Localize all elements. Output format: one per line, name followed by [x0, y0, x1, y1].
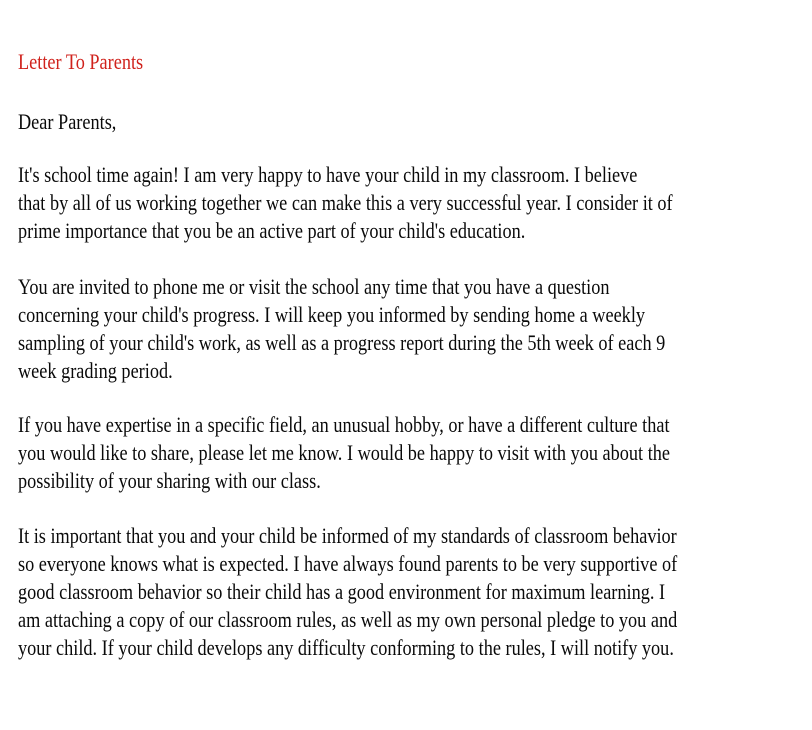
- paragraph-behavior: [18, 522, 812, 662]
- paragraph-line: You are invited to phone me or visit the school any time that you have a question: [18, 274, 610, 299]
- paragraph-line: sampling of your child's work, as well as a progress report during the 5th week of each 9: [18, 330, 666, 355]
- paragraph-line: possibility of your sharing with our class.: [18, 468, 321, 493]
- paragraph-line: your child. If your child develops any difficulty conforming to the rules, I will notify you.: [18, 635, 674, 660]
- paragraph-line: concerning your child's progress. I will keep you informed by sending home a weekly: [18, 302, 646, 327]
- paragraph-expertise: [18, 411, 804, 495]
- salutation: Dear Parents,: [18, 109, 117, 134]
- paragraph-line: you would like to share, please let me know. I would be happy to visit with you about the: [18, 440, 671, 465]
- paragraph-line: good classroom behavior so their child has a good environment for maximum learning. I: [18, 579, 666, 604]
- paragraph-line: so everyone knows what is expected. I have always found parents to be very supportive of: [18, 551, 678, 576]
- paragraph-line: week grading period.: [18, 358, 173, 383]
- letter-title: Letter To Parents: [18, 49, 144, 74]
- paragraph-welcome: [18, 161, 807, 245]
- paragraph-line: prime importance that you be an active part of your child's education.: [18, 218, 526, 243]
- paragraph-line: am attaching a copy of our classroom rules, as well as my own personal pledge to you and: [18, 607, 678, 632]
- paragraph-contact: [18, 273, 798, 385]
- paragraph-line: It's school time again! I am very happy to have your child in my classroom. I believe: [18, 162, 638, 187]
- paragraph-line: that by all of us working together we can make this a very successful year. I consider it of: [18, 190, 673, 215]
- paragraph-line: If you have expertise in a specific field, an unusual hobby, or have a different culture that: [18, 412, 670, 437]
- paragraph-line: It is important that you and your child be informed of my standards of classroom behavior: [18, 523, 677, 548]
